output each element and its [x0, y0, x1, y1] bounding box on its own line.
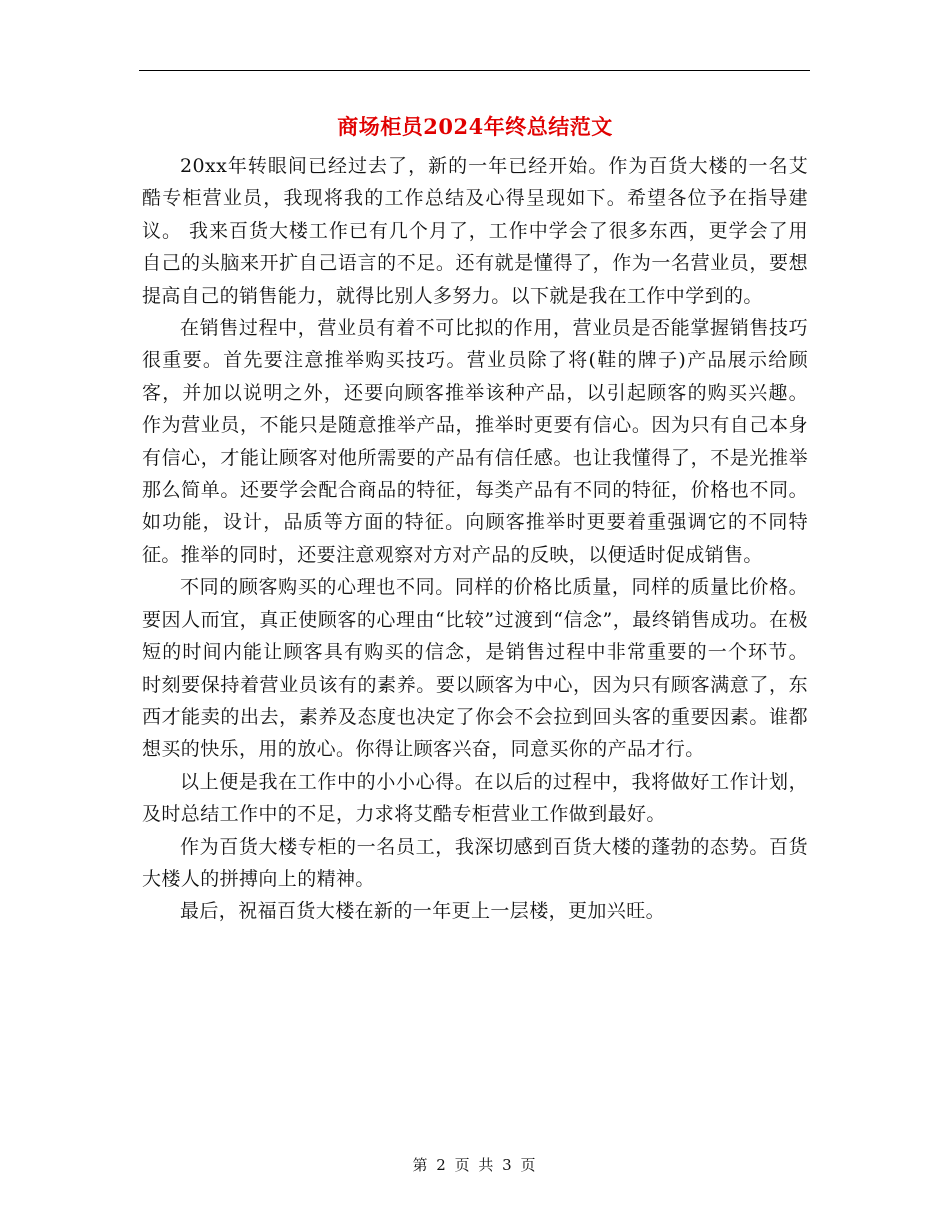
- paragraph-5: 作为百货大楼专柜的一名员工，我深切感到百货大楼的蓬勃的态势。百货大楼人的拼搏向上的精神。: [142, 835, 808, 890]
- page-number-footer: 第 2 页 共 3 页: [412, 1156, 538, 1174]
- paragraph-2: 在销售过程中，营业员有着不可比拟的作用，营业员是否能掌握销售技巧很重要。首先要注意推举购买技巧。营业员除了将(鞋的牌子)产品展示给顾客，并加以说明之外，还要向顾客推举该种产品，以引起顾客的购买兴趣。 作为营业员，不能只是随意推举产品，推举时更要有信心。因为只有自己本身有信心，才能让顾客对他所需要的产品有信任感。也让我懂得了，不是光推举那么简单。还要学会配合商品的特征，每类产品有不同的特征，价格也不同。如功能，设计，品质等方面的特征。向顾客推举时更要着重强调它的不同特征。推举的同时，还要注意观察对方对产品的反映，以便适时促成销售。: [142, 317, 808, 566]
- paragraph-3: 不同的顾客购买的心理也不同。同样的价格比质量，同样的质量比价格。要因人而宜，真正使顾客的心理由“比较”过渡到“信念”，最终销售成功。在极短的时间内能让顾客具有购买的信念，是销售过程中非常重要的一个环节。 时刻要保持着营业员该有的素养。要以顾客为中心，因为只有顾客满意了，东西才能卖的出去，素养及态度也决定了你会不会拉到回头客的重要因素。谁都想买的快乐，用的放心。你得让顾客兴奋，同意买你的产品才行。: [142, 576, 808, 761]
- header-rule: [139, 70, 810, 71]
- document-title: 商场柜员2024年终总结范文: [337, 114, 613, 139]
- paragraph-1: 20xx年转眼间已经过去了，新的一年已经开始。作为百货大楼的一名艾酷专柜营业员，我现将我的工作总结及心得呈现如下。希望各位予在指导建议。 我来百货大楼工作已有几个月了，工作中学会了很多东西，更学会了用自己的头脑来开扩自己语言的不足。还有就是懂得了，作为一名营业员，要想提高自己的销售能力，就得比别人多努力。以下就是我在工作中学到的。: [142, 155, 808, 307]
- paragraph-4: 以上便是我在工作中的小小心得。在以后的过程中，我将做好工作计划，及时总结工作中的不足，力求将艾酷专柜营业工作做到最好。: [142, 770, 808, 826]
- document-body: [142, 150, 808, 928]
- paragraph-6: 最后，祝福百货大楼在新的一年更上一层楼，更加兴旺。: [180, 900, 666, 923]
